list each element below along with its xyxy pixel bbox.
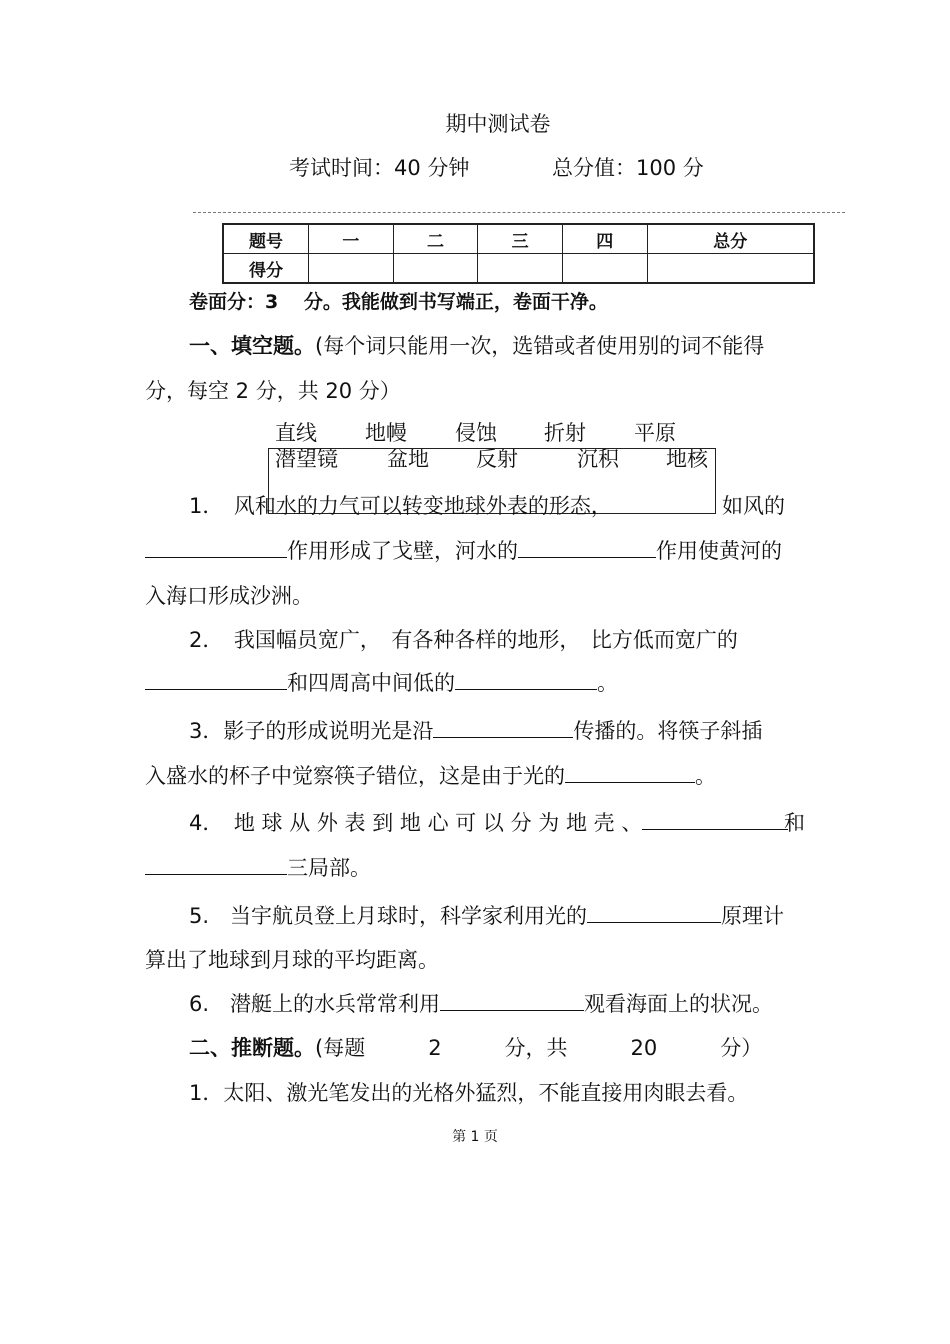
q4-text: 4． 地 球 从 外 表 到 地 心 可 以 分 为 地 壳 、 <box>189 811 643 835</box>
score-input-cell[interactable] <box>562 254 647 284</box>
score-table-cell: 二 <box>393 224 478 254</box>
q6-text: 观看海面上的状况。 <box>584 992 774 1016</box>
section1-instructions-cont: 分，每空 2 分，共 20 分） <box>145 379 401 403</box>
score-table-cell: 三 <box>478 224 563 254</box>
section1-header <box>189 330 764 360</box>
q1-line1: 1． 风和水的力气可以转变地球外表的形态， <box>189 494 612 518</box>
answer-blank[interactable] <box>518 537 656 558</box>
answer-blank[interactable] <box>433 717 573 738</box>
section2-title: 二、推断题。 <box>189 1036 315 1060</box>
answer-blank[interactable] <box>642 809 788 830</box>
section2-instructions: (每题 2 分，共 20 分） <box>315 1036 763 1060</box>
word-bank-item: 沉积 <box>577 447 619 471</box>
word-bank-item: 直线 <box>275 421 317 445</box>
q3-line2 <box>145 760 716 790</box>
q5-line2: 算出了地球到月球的平均距离。 <box>145 948 439 972</box>
word-bank-item: 侵蚀 <box>455 421 497 445</box>
word-bank-item: 盆地 <box>387 447 429 471</box>
answer-blank[interactable] <box>455 669 597 690</box>
section1-title: 一、填空题。 <box>189 334 315 358</box>
q4-line1 <box>189 807 788 837</box>
q1-line2 <box>145 535 782 565</box>
answer-blank[interactable] <box>565 762 695 783</box>
score-input-cell[interactable] <box>393 254 478 284</box>
neatness-note: 卷面分：3 分。我能做到书写端正，卷面干净。 <box>189 291 608 313</box>
word-bank-item: 平原 <box>634 421 676 445</box>
q2-text: 和四周高中间低的 <box>287 671 455 695</box>
q1-text: 作用使黄河的 <box>656 539 782 563</box>
q3-line1 <box>189 715 762 745</box>
score-table <box>222 223 815 284</box>
score-table-score-row <box>223 254 814 284</box>
q6-line1 <box>189 988 773 1018</box>
page-title: 期中测试卷 <box>445 112 551 136</box>
score-table-cell: 总分 <box>647 224 814 254</box>
section2-q1: 1．太阳、激光笔发出的光格外猛烈，不能直接用肉眼去看。 <box>189 1081 749 1105</box>
q1-line1-end: 如风的 <box>722 494 785 518</box>
answer-blank[interactable] <box>145 537 287 558</box>
answer-blank[interactable] <box>145 669 287 690</box>
word-bank-item: 地核 <box>666 447 708 471</box>
page-number: 第 1 页 <box>452 1129 498 1145</box>
q3-text: 传播的。将筷子斜插 <box>573 719 763 743</box>
score-input-cell[interactable] <box>478 254 563 284</box>
q6-text: 6. 潜艇上的水兵常常利用 <box>189 992 441 1016</box>
score-table-cell: 一 <box>309 224 394 254</box>
q1-line3: 入海口形成沙洲。 <box>145 584 313 608</box>
total-score: 总分值：100 分 <box>552 156 704 180</box>
exam-time: 考试时间：40 分钟 <box>289 156 470 180</box>
word-bank-item: 折射 <box>544 421 586 445</box>
score-table-cell: 得分 <box>223 254 309 284</box>
word-bank-item: 反射 <box>476 447 518 471</box>
word-bank-item: 潜望镜 <box>275 447 338 471</box>
score-table-header-row <box>223 224 814 254</box>
score-table-cell: 题号 <box>223 224 309 254</box>
q3-text: 入盛水的杯子中觉察筷子错位，这是由于光的 <box>145 764 565 788</box>
q4-text: 三局部。 <box>287 856 371 880</box>
q5-text: 5. 当宇航员登上月球时，科学家利用光的 <box>189 904 588 928</box>
section1-instructions: (每个词只能用一次，选错或者使用别的词不能得 <box>315 334 765 358</box>
q5-line1 <box>189 900 784 930</box>
section2-header <box>189 1032 762 1062</box>
q5-text: 原理计 <box>721 904 785 928</box>
q1-text: 作用形成了戈壁，河水的 <box>287 539 518 563</box>
answer-blank[interactable] <box>145 854 287 875</box>
dashed-divider <box>193 212 845 213</box>
word-bank-item: 地幔 <box>365 421 407 445</box>
q2-line2 <box>145 667 618 697</box>
score-input-cell[interactable] <box>647 254 814 284</box>
q3-text: 3．影子的形成说明光是沿 <box>189 719 434 743</box>
q4-line1-end: 和 <box>784 811 805 835</box>
answer-blank[interactable] <box>440 990 584 1011</box>
score-table-cell: 四 <box>562 224 647 254</box>
answer-blank[interactable] <box>587 902 721 923</box>
q3-text: 。 <box>695 764 716 788</box>
score-input-cell[interactable] <box>309 254 394 284</box>
q2-text: 。 <box>597 671 618 695</box>
q4-line2 <box>145 852 371 882</box>
q2-line1: 2． 我国幅员宽广， 有各种各样的地形， 比方低而宽广的 <box>189 628 738 652</box>
